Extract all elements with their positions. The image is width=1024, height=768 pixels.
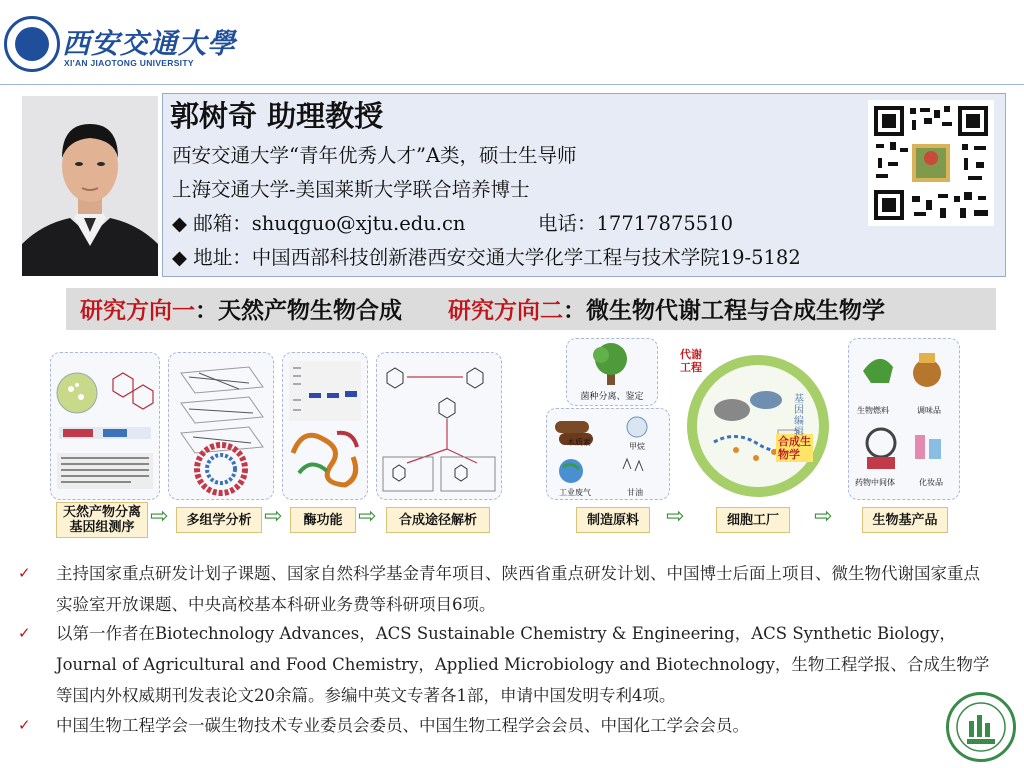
label-enzyme-function: 酶功能 — [290, 507, 356, 533]
header-divider — [0, 84, 1024, 85]
portrait-photo — [22, 96, 158, 276]
qr-code[interactable] — [868, 100, 994, 226]
flow-arrow-icon: ⇨ — [666, 504, 685, 529]
figure2-panel-feedstock — [546, 408, 670, 500]
figure1-panel-omics — [168, 352, 274, 500]
university-seal-logo — [4, 16, 60, 72]
phone-line[interactable]: 电话：17717875510 — [538, 212, 733, 235]
bullet-projects — [20, 558, 996, 620]
flow-arrow-icon: ⇨ — [264, 504, 283, 529]
bullet-publications-text: 以第一作者在Biotechnology Advances，ACS Sustainable Chemistry & Engineering，ACS Synthetic Biology，Journal of Agricultural and Food Chemistry，Applied Microbiology and Biotechnology，生物工程学报、合成生物学等国内外权威期刊发表论文20余篇。参编中英文专著各1部，申请中国发明专利4项。 — [56, 624, 990, 705]
research-dir1-title: 研究方向一 — [80, 298, 195, 324]
email-line[interactable]: ◆ 邮箱：shuqguo@xjtu.edu.cn — [172, 212, 466, 235]
bullet-memberships — [20, 710, 920, 741]
label-multi-omics: 多组学分析 — [176, 507, 262, 533]
figure2-cell-factory — [676, 346, 836, 502]
input-glycerol: 甘油 — [627, 488, 643, 497]
bullet-memberships-text: 中国生物工程学会一碳生物技术专业委员会委员、中国生物工程学会会员、中国化工学会会员。 — [56, 716, 749, 735]
person-name-title: 郭树奇 助理教授 — [170, 99, 384, 133]
research-dir2-title: 研究方向二 — [448, 298, 564, 324]
scet-seal-logo — [946, 692, 1016, 762]
strain-isolation-label: 菌种分离、鉴定 — [580, 392, 644, 402]
callout-gene-editing: 基 因 编 辑 — [794, 394, 804, 438]
address-line: ◆ 地址：中国西部科技创新港西安交通大学化学工程与技术学院19-5182 — [172, 246, 801, 269]
figure2-panel-products — [848, 338, 960, 500]
flow-arrow-icon: ⇨ — [150, 504, 169, 529]
figure2-panel-strain — [566, 338, 658, 406]
output-cosmetics: 化妆品 — [919, 478, 943, 487]
flow-arrow-icon: ⇨ — [358, 504, 377, 529]
label-raw-materials: 制造原料 — [576, 507, 650, 533]
output-drug-intermediate: 药物中间体 — [855, 478, 895, 487]
title-line: 西安交通大学“青年优秀人才”A类，硕士生导师 — [172, 144, 577, 167]
university-name-en: XI'AN JIAOTONG UNIVERSITY — [64, 58, 194, 68]
figure1-panel-enzyme — [282, 352, 368, 500]
education-line: 上海交通大学-美国莱斯大学联合培养博士 — [172, 178, 530, 201]
university-name-cn: 西安交通大學 — [62, 27, 237, 60]
output-biofuel: 生物燃料 — [857, 406, 889, 415]
figure1-panel-isolation — [50, 352, 160, 500]
label-natural-product-isolation-text: 天然产物分离 基因组测序 — [62, 505, 141, 535]
check-icon: ✓ — [18, 716, 31, 734]
input-waste-gas: 工业废气 — [559, 488, 591, 497]
bullet-publications — [20, 618, 996, 711]
label-cell-factory: 细胞工厂 — [716, 507, 790, 533]
label-bio-products: 生物基产品 — [862, 507, 948, 533]
flow-arrow-icon: ⇨ — [814, 504, 833, 529]
check-icon: ✓ — [18, 624, 31, 642]
output-condiment: 调味品 — [917, 406, 941, 415]
input-lignin: 木质素 — [567, 438, 591, 447]
figure1-panel-pathway — [376, 352, 502, 500]
callout-metabolic-engineering: 代谢 工程 — [680, 348, 702, 374]
label-natural-product-isolation — [56, 502, 148, 538]
research-dir2-text: ：微生物代谢工程与合成生物学 — [563, 298, 886, 324]
check-icon: ✓ — [18, 564, 31, 582]
research-dir1-text: ：天然产物生物合成 — [195, 298, 402, 324]
input-methane: 甲烷 — [629, 442, 645, 451]
bullet-projects-text: 主持国家重点研发计划子课题、国家自然科学基金青年项目、陕西省重点研发计划、中国博士后面上项目、微生物代谢国家重点实验室开放课题、中央高校基本科研业务费等科研项目6项。 — [56, 564, 980, 614]
callout-synthetic-biology: 合成生 物学 — [778, 435, 811, 461]
label-pathway-analysis: 合成途径解析 — [386, 507, 490, 533]
research-directions-heading — [80, 292, 885, 325]
